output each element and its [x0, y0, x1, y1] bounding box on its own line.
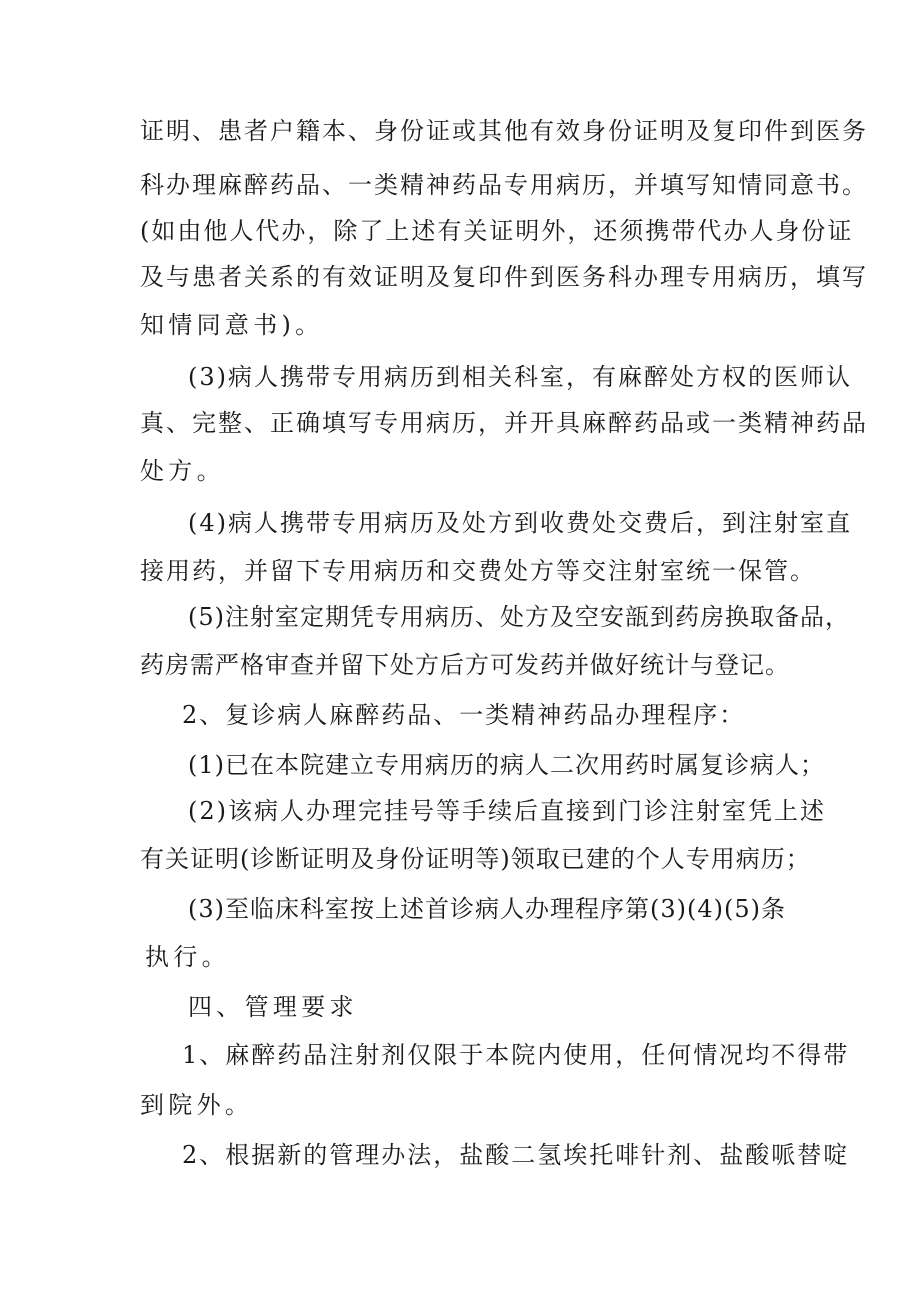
- text-line: 有关证明(诊断证明及身份证明等)领取已建的个人专用病历；: [140, 845, 811, 873]
- text-line: 到院外。: [140, 1091, 254, 1119]
- text-line: 执行。: [145, 943, 230, 971]
- text-line: 药房需严格审查并留下处方后方可发药并做好统计与登记。: [140, 651, 790, 679]
- text-line: (如由他人代办，除了上述有关证明外，还须携带代办人身份证: [140, 217, 854, 245]
- section-heading: 四、管理要求: [188, 993, 358, 1021]
- text-line: 及与患者关系的有效证明及复印件到医务科办理专用病历，填写: [140, 263, 868, 291]
- text-line: (3)病人携带专用病历到相关科室，有麻醉处方权的医师认: [188, 363, 852, 391]
- text-line: 知情同意书)。: [140, 311, 324, 339]
- text-line: (1)已在本院建立专用病历的病人二次用药时属复诊病人；: [188, 751, 825, 779]
- text-line: (4)病人携带专用病历及处方到收费处交费后，到注射室直: [188, 509, 852, 537]
- text-line: (2)该病人办理完挂号等手续后直接到门诊注射室凭上述: [188, 797, 826, 825]
- text-line: (5)注射室定期凭专用病历、处方及空安瓿到药房换取备品，: [188, 603, 850, 631]
- text-line: 证明、患者户籍本、身份证或其他有效身份证明及复印件到医务: [140, 117, 868, 145]
- text-line: 接用药，并留下专用病历和交费处方等交注射室统一保管。: [140, 557, 816, 585]
- text-line: 处方。: [140, 457, 225, 485]
- text-line: 科办理麻醉药品、一类精神药品专用病历，并填写知情同意书。: [140, 171, 868, 199]
- text-line: 2、根据新的管理办法，盐酸二氢埃托啡针剂、盐酸哌替啶: [182, 1141, 850, 1169]
- text-line: (3)至临床科室按上述首诊病人办理程序第(3)(4)(5)条: [188, 895, 786, 923]
- text-line: 1、麻醉药品注射剂仅限于本院内使用，任何情况均不得带: [182, 1041, 850, 1069]
- text-line: 2、复诊病人麻醉药品、一类精神药品办理程序：: [182, 701, 746, 729]
- text-line: 真、完整、正确填写专用病历，并开具麻醉药品或一类精神药品: [140, 409, 868, 437]
